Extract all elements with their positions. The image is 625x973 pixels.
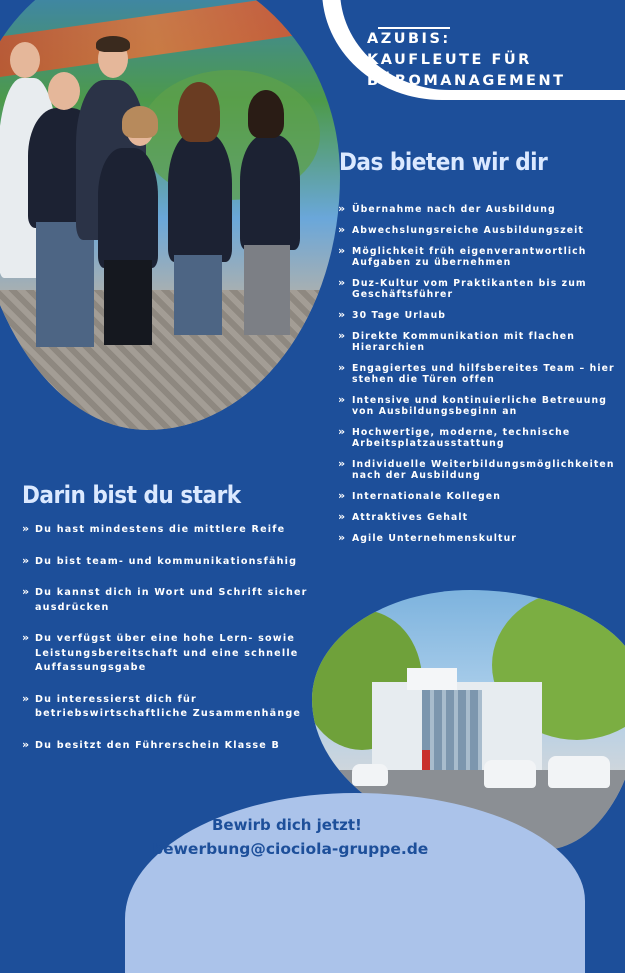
benefit-item: » Attraktives Gehalt [338,512,618,523]
apply-email-link[interactable]: bewerbung@ciociola-gruppe.de [152,840,429,858]
strength-item: » Du verfügst über eine hohe Lern- sowie Leistungsbereitschaft und eine schnelle Auffassungsgabe [22,632,317,676]
strength-item: » Du besitzt den Führerschein Klasse B [22,739,317,754]
benefit-item: » Agile Unternehmenskultur [338,533,618,544]
benefit-item: » Internationale Kollegen [338,491,618,502]
benefits-list [338,204,618,554]
benefit-item: » Direkte Kommunikation mit flachen Hierarchien [338,331,618,353]
benefit-item: » Duz-Kultur vom Praktikanten bis zum Geschäftsführer [338,278,618,300]
benefit-item: » Übernahme nach der Ausbildung [338,204,618,215]
benefit-item: » Intensive und kontinuierliche Betreuung von Ausbildungsbeginn an [338,395,618,417]
page-title: AZUBIS: KAUFLEUTE FÜR BÜROMANAGEMENT [367,31,566,89]
strengths-heading: Darin bist du stark [22,481,241,509]
benefit-item: » Abwechslungsreiche Ausbildungszeit [338,225,618,236]
strength-item: » Du hast mindestens die mittlere Reife [22,523,317,538]
benefits-heading: Das bieten wir dir [339,148,548,176]
benefit-item: » Engagiertes und hilfsbereites Team – hier stehen die Türen offen [338,363,618,385]
strength-item: » Du interessierst dich für betriebswirtschaftliche Zusammenhänge [22,693,317,722]
team-photo [0,0,340,430]
benefit-item: » Hochwertige, moderne, technische Arbeitsplatzausstattung [338,427,618,449]
apply-cta: Bewirb dich jetzt! [212,816,362,834]
strength-item: » Du kannst dich in Wort und Schrift sicher ausdrücken [22,586,317,615]
strength-item: » Du bist team- und kommunikationsfähig [22,555,317,570]
strengths-list [22,523,317,770]
benefit-item: » Individuelle Weiterbildungsmöglichkeiten nach der Ausbildung [338,459,618,481]
benefit-item: » Möglichkeit früh eigenverantwortlich Aufgaben zu übernehmen [338,246,618,268]
benefit-item: » 30 Tage Urlaub [338,310,618,321]
